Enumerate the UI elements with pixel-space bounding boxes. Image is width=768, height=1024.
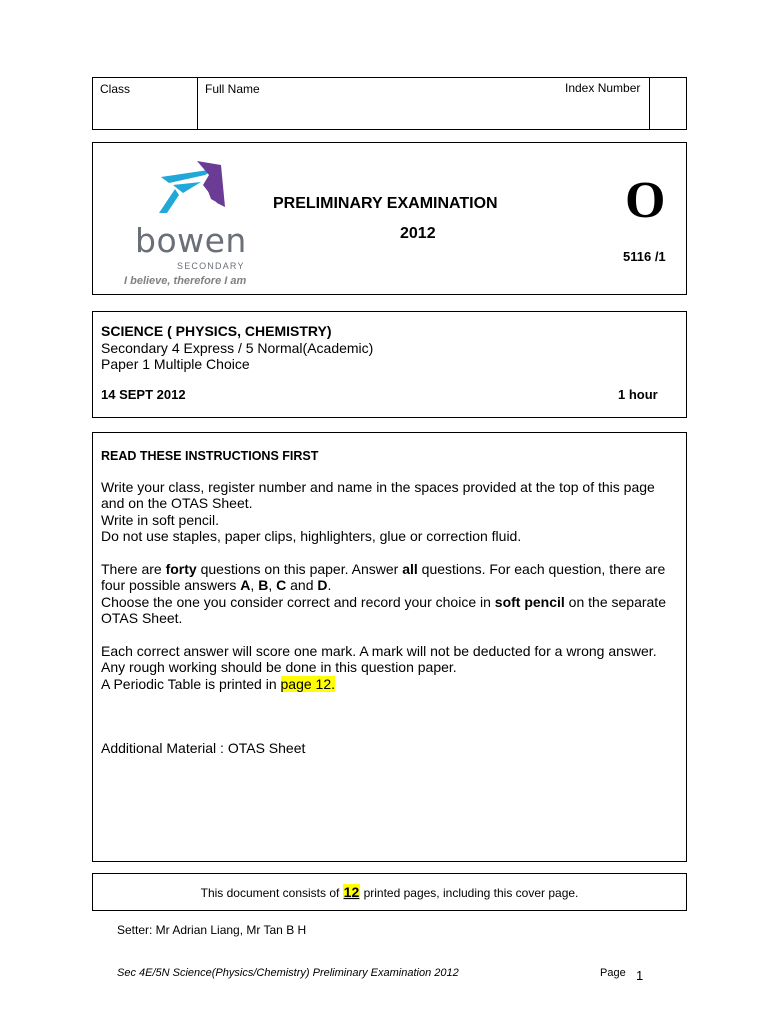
instruction-line: Write in soft pencil. bbox=[101, 511, 220, 528]
text-run: soft pencil bbox=[494, 593, 565, 610]
subject-paper: Paper 1 Multiple Choice bbox=[101, 356, 250, 372]
text-run: There are bbox=[101, 560, 166, 577]
text-run: , bbox=[268, 577, 277, 593]
logo-wordmark: bowen bbox=[135, 221, 247, 260]
title-block bbox=[92, 142, 687, 295]
text-run: This document consists of bbox=[200, 886, 343, 900]
instructions-para-3 bbox=[101, 643, 681, 693]
class-label: Class bbox=[100, 82, 131, 96]
index-number-cell[interactable] bbox=[650, 78, 686, 129]
instruction-line bbox=[101, 676, 681, 693]
instructions-para-2 bbox=[101, 561, 681, 627]
footer-title: Sec 4E/5N Science(Physics/Chemistry) Preliminary Examination 2012 bbox=[117, 967, 459, 979]
text-run: B bbox=[258, 577, 269, 593]
text-run: D bbox=[317, 577, 328, 593]
school-motto: I believe, therefore I am bbox=[124, 275, 247, 287]
paper-code: 5116 /1 bbox=[623, 249, 666, 264]
instructions-para-1 bbox=[101, 479, 681, 545]
exam-date: 14 SEPT 2012 bbox=[101, 387, 186, 402]
text-run: A Periodic Table is printed in bbox=[101, 675, 281, 692]
logo-subtitle: SECONDARY bbox=[177, 261, 245, 271]
level-letter: O bbox=[625, 172, 666, 229]
text-run: and bbox=[286, 577, 318, 593]
instruction-line bbox=[101, 594, 681, 627]
instructions-block bbox=[92, 432, 687, 862]
text-run: A bbox=[240, 577, 251, 593]
text-run: printed pages, including this cover page. bbox=[360, 886, 579, 900]
page-count-value: 12 bbox=[343, 884, 360, 900]
text-run: on the separate OTAS Sheet. bbox=[101, 593, 666, 626]
text-run: all bbox=[402, 560, 418, 577]
text-run: questions on this paper. Answer bbox=[196, 560, 403, 577]
instructions-heading: READ THESE INSTRUCTIONS FIRST bbox=[101, 449, 319, 463]
page-count-line bbox=[93, 884, 686, 900]
school-logo bbox=[113, 155, 288, 275]
footer-page-number: 1 bbox=[636, 968, 644, 983]
subject-level: Secondary 4 Express / 5 Normal(Academic) bbox=[101, 340, 374, 356]
additional-material: Additional Material : OTAS Sheet bbox=[101, 740, 306, 756]
footer-page-label: Page bbox=[600, 967, 626, 979]
text-run: forty bbox=[165, 560, 197, 577]
subject-block bbox=[92, 311, 687, 418]
text-run: . bbox=[327, 577, 332, 593]
setter-line: Setter: Mr Adrian Liang, Mr Tan B H bbox=[117, 923, 307, 937]
instruction-line: Any rough working should be done in this question paper. bbox=[101, 659, 457, 675]
full-name-label: Full Name bbox=[205, 82, 260, 96]
text-run: questions. For each question, there are four possible answers bbox=[101, 560, 666, 593]
exam-duration: 1 hour bbox=[618, 387, 658, 402]
instruction-line: Do not use staples, paper clips, highlighters, glue or correction fluid. bbox=[101, 528, 522, 544]
text-run: C bbox=[276, 577, 287, 593]
index-number-label: Index Number bbox=[565, 81, 641, 95]
highlighted-page-ref: page 12. bbox=[280, 675, 336, 692]
class-cell[interactable] bbox=[93, 78, 198, 129]
instruction-line: Write your class, register number and name in the spaces provided at the top of this page and on the OTAS Sheet. bbox=[101, 478, 655, 511]
text-run: Choose the one you consider correct and record your choice in bbox=[101, 593, 495, 610]
star-logo-icon bbox=[113, 155, 288, 225]
text-run: , bbox=[250, 577, 259, 593]
page-count-block bbox=[92, 873, 687, 911]
exam-year: 2012 bbox=[400, 225, 436, 242]
subject-title: SCIENCE ( PHYSICS, CHEMISTRY) bbox=[101, 323, 332, 339]
instruction-line bbox=[101, 561, 681, 594]
exam-title: PRELIMINARY EXAMINATION bbox=[273, 195, 498, 212]
instruction-line: Each correct answer will score one mark. A mark will not be deducted for a wrong answer. bbox=[101, 642, 657, 659]
